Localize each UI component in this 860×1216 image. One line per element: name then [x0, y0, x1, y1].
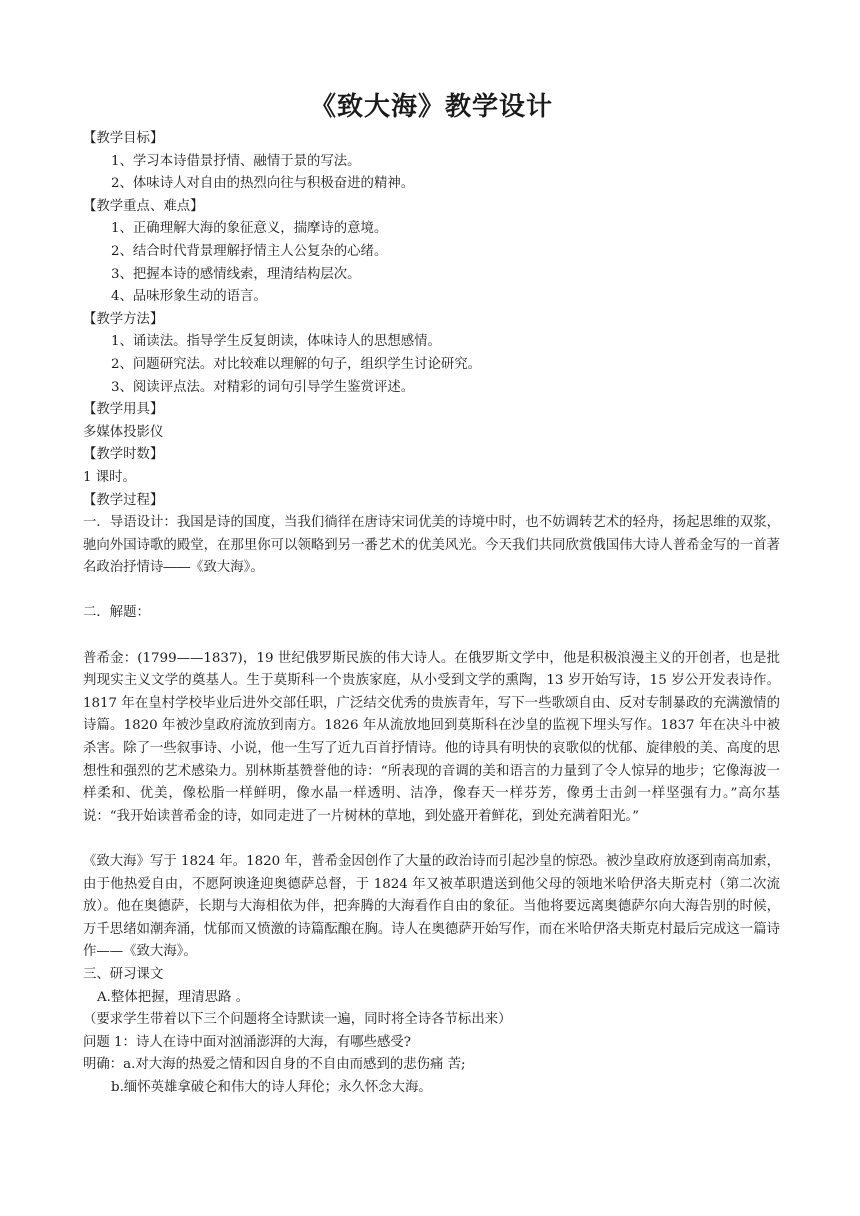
- goal-item: 2、体味诗人对自由的热烈向往与积极奋进的精神。: [111, 176, 415, 192]
- question-1: 问题 1：诗人在诗中面对汹涌澎湃的大海，有哪些感受?: [83, 1034, 411, 1050]
- tools-text: 多媒体投影仪: [83, 424, 164, 440]
- section3-title: 三、研习课文: [83, 966, 164, 982]
- key-point-item: 2、结合时代背景理解抒情主人公复杂的心绪。: [111, 243, 388, 259]
- process-heading: 【教学过程】: [83, 492, 164, 508]
- hours-heading: 【教学时数】: [83, 447, 164, 463]
- method-item: 2、问题研究法。对比较难以理解的句子，组织学生讨论研究。: [111, 356, 482, 372]
- answer-a: 明确：a.对大海的热爱之情和因自身的不自由而感到的悲伤痛 苦;: [83, 1057, 466, 1073]
- document-title: 《致大海》教学设计: [309, 92, 553, 122]
- goal-item: 1、学习本诗借景抒情、融情于景的写法。: [111, 153, 361, 169]
- document-page: [83, 88, 780, 1100]
- answer-b: b.缅怀英雄拿破仑和伟大的诗人拜伦；永久怀念大海。: [111, 1079, 432, 1095]
- intro-paragraph: 一．导语设计：我国是诗的国度，当我们徜徉在唐诗宋词优美的诗境中时，也不妨调转艺术的轻舟，扬起思维的双浆，驰向外国诗歌的殿堂，在那里你可以领略到另一番艺术的优美风光。今天我们共同欣赏俄国伟大诗人普希金写的一首著名政治抒情诗――《致大海》。: [83, 515, 780, 576]
- goals-heading: 【教学目标】: [83, 131, 164, 146]
- sub-section-a: A.整体把握，理清思路 。: [97, 989, 250, 1005]
- section2-title: 二．解题：: [83, 605, 150, 621]
- background-paragraph: 《致大海》写于 1824 年。1820 年，普希金因创作了大量的政治诗而引起沙皇的惊恐。被沙皇政府放逐到南高加索，由于他热爱自由，不愿阿谀逢迎奥德萨总督，于 1824 年又被革职遣送到他父母的领地米哈伊洛夫斯克村（第二次流放）。他在奥德萨，长期与大海相依为伴，把奔腾的大海看作自由的象征。当他将要远离奥德萨尔向大海告别的时候，万千思绪如潮奔涌，忧郁而又愤激的诗篇酝酿在胸。诗人在奥德萨开始写作，而在米哈伊洛夫斯克村最后完成这一篇诗作——《致大海》。: [83, 854, 780, 960]
- method-item: 1、诵读法。指导学生反复朗读，体味诗人的思想感情。: [111, 334, 441, 350]
- hours-text: 1 课时。: [83, 469, 136, 485]
- method-item: 3、阅读评点法。对精彩的词句引导学生鉴赏评述。: [111, 379, 415, 395]
- key-point-item: 3、把握本诗的感情线索，理清结构层次。: [111, 266, 361, 282]
- methods-heading: 【教学方法】: [83, 311, 164, 327]
- key-point-item: 1、正确理解大海的象征意义，揣摩诗的意境。: [111, 221, 388, 237]
- key-point-item: 4、品味形象生动的语言。: [111, 289, 267, 305]
- requirement-text: （要求学生带着以下三个问题将全诗默读一遍，同时将全诗各节标出来）: [83, 1012, 512, 1028]
- bio-paragraph: 普希金：(1799——1837)，19 世纪俄罗斯民族的伟大诗人。在俄罗斯文学中，他是积极浪漫主义的开创者，也是批判现实主义文学的奠基人。生于莫斯科一个贵族家庭，从小受到文学的熏陶，13 岁开始写诗，15 岁公开发表诗作。1817 年在皇村学校毕业后进外交部任职，广泛结交优秀的贵族青年，写下一些歌颂自由、反对专制暴政的充满激情的诗篇。1820 年被沙皇政府流放到南方。1826 年从流放地回到莫斯科在沙皇的监视下埋头写作。1837 年在决斗中被杀害。除了一些叙事诗、小说，他一生写了近九百首抒情诗。他的诗具有明快的哀歌似的忧郁、旋律般的美、高度的思想性和强烈的艺术感染力。别林斯基赞誉他的诗：“所表现的音调的美和语言的力量到了令人惊异的地步；它像海波一样柔和、优美，像松脂一样鲜明，像水晶一样透明、洁净，像春天一样芬芳，像勇士击剑一样坚强有力。”高尔基说：“我开始读普希金的诗，如同走进了一片树林的草地，到处盛开着鲜花，到处充满着阳光。”: [83, 650, 780, 824]
- key-points-heading: 【教学重点、难点】: [83, 198, 204, 214]
- tools-heading: 【教学用具】: [83, 402, 164, 418]
- spacer: [83, 828, 780, 851]
- spacer: [83, 580, 780, 603]
- spacer: [83, 625, 780, 648]
